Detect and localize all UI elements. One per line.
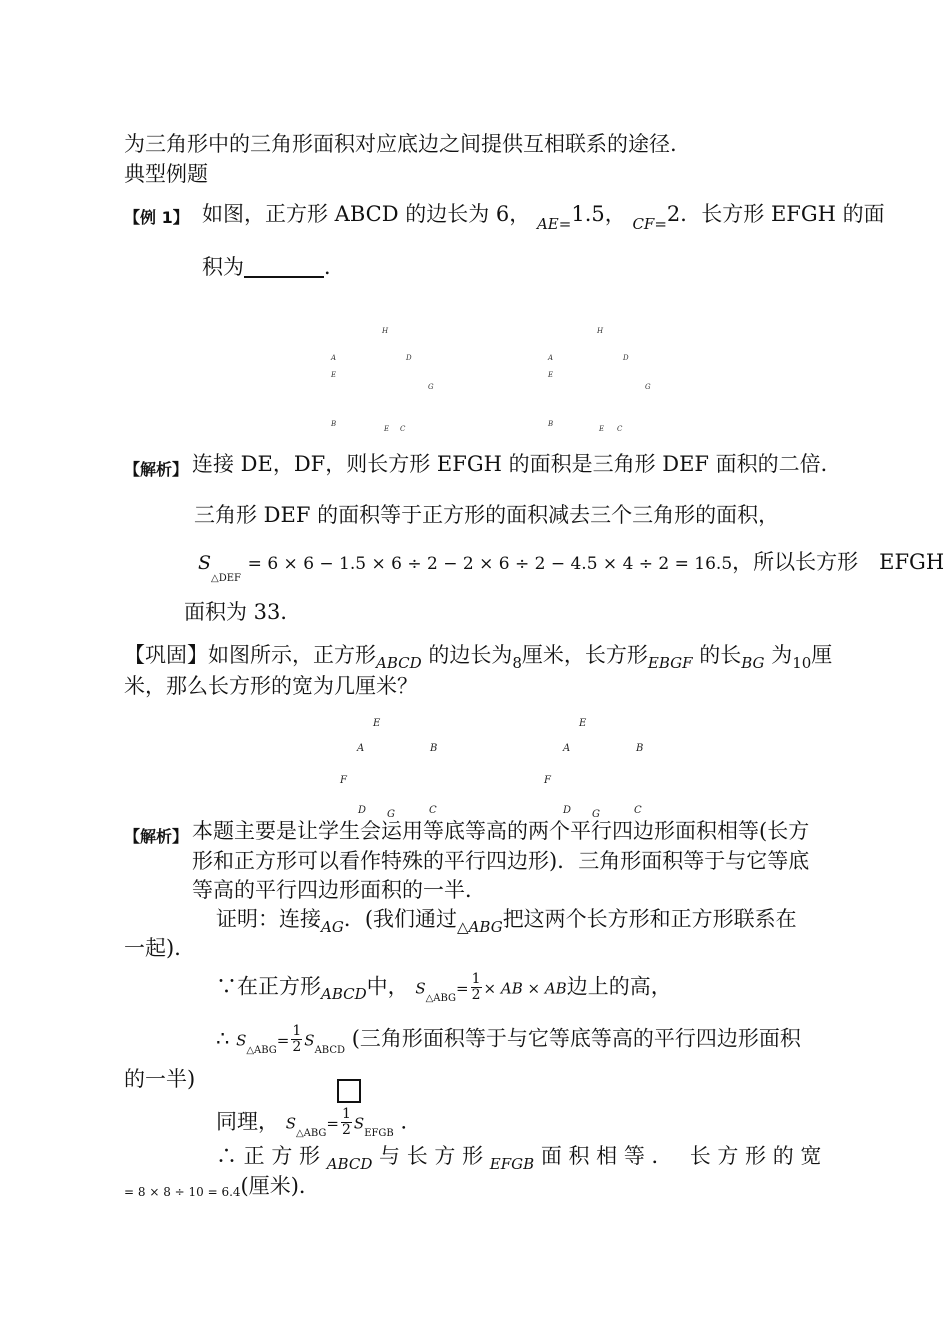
proof-line: 一起)． — [124, 936, 196, 960]
fig-label: E — [579, 718, 587, 729]
fig-label: D — [406, 354, 412, 362]
fig-label: H — [382, 327, 389, 335]
fig-label: B — [548, 420, 554, 428]
solution-line: 形和正方形可以看作特殊的平行四边形)．三角形面积等于与它等底 — [192, 849, 810, 873]
fraction-half: $\frac{1}{2}$ — [471, 971, 481, 1004]
fig-label: F — [544, 775, 551, 786]
solution-tag: 【解析】 — [124, 460, 189, 479]
final-answer: = 8 × 8 ÷ 10 = 6.4(厘米)． — [124, 1174, 320, 1199]
fig-label: B — [331, 420, 337, 428]
fig-label: A — [563, 743, 571, 754]
fig-label: G — [592, 809, 600, 820]
fig-label: C — [429, 805, 437, 816]
example-tag: 【例 1】 — [124, 208, 189, 227]
proof-line: 证明：连接$_{AG}$．(我们通过$_{\triangle ABG}$把这两个长方形和正方形联系在 — [216, 907, 797, 936]
fig-label: A — [331, 354, 337, 362]
fig-label: E — [384, 425, 390, 433]
fig-label: F — [340, 775, 347, 786]
consolidate-problem: 【巩固】如图所示，正方形$_{ABCD}$ 的边长为$_8$厘米，长方形$_{EBGF}$ 的长$_{BG}$ 为$_{10}$厘 — [124, 643, 833, 672]
fig-label: C — [400, 425, 406, 433]
fig-label: A — [548, 354, 554, 362]
proof-line: 的一半) — [124, 1067, 196, 1091]
fig-label: A — [357, 743, 365, 754]
fig-label: G — [428, 383, 434, 391]
solution-tag: 【解析】 — [124, 827, 189, 846]
fig-label: B — [636, 743, 644, 754]
solution-line: 三角形 DEF 的面积等于正方形的面积减去三个三角形的面积， — [194, 503, 780, 527]
fig-label: H — [597, 327, 604, 335]
fig-label: D — [563, 805, 572, 816]
fig-label: C — [634, 805, 642, 816]
fig-label: C — [617, 425, 623, 433]
fig-label: G — [387, 809, 395, 820]
conclusion-line: ∴ 正 方 形 $_{ABCD}$ 与 长 方 形 $_{EFGB}$ 面 积 相 等 ． 长 方 形 的 宽 — [216, 1144, 822, 1173]
fig-label: B — [430, 743, 438, 754]
example-text-cont: 积为 ． — [202, 255, 345, 279]
fig-label: E — [373, 718, 381, 729]
fig-label: D — [358, 805, 367, 816]
intro-line: 为三角形中的三角形面积对应底边之间提供互相联系的途径. — [124, 132, 677, 156]
fig-label: D — [623, 354, 629, 362]
fig-label: E — [599, 425, 605, 433]
solution-line: 等高的平行四边形面积的一半． — [192, 878, 486, 902]
section-heading: 典型例题 — [124, 162, 208, 186]
fraction-half: $\frac{1}{2}$ — [292, 1023, 302, 1056]
answer-blank[interactable] — [244, 256, 324, 278]
proof-step: 同理， $S_{\triangle ABG}=$ $\frac{1}{2}$ $S_{EFGB}$ ． — [216, 1106, 422, 1140]
solution-formula: $S_{\triangle DEF} = 6 \times 6 - 1.5 \times 6 \div 2 - 2 \times 6 \div 2 - 4.5 \times 4 \div 2 = 16.5$，所以长方形 EFGH — [198, 550, 945, 584]
placeholder-box — [337, 1079, 361, 1103]
solution-line: 面积为 33． — [184, 600, 302, 624]
consolidate-problem-cont: 米，那么长方形的宽为几厘米？ — [124, 674, 418, 698]
fraction-half: $\frac{1}{2}$ — [341, 1106, 351, 1139]
fig-label: E — [548, 371, 554, 379]
example-text: 如图，正方形 ABCD 的边长为 6， $_{AE=}$1.5， $_{CF=}$2．长方形 EFGH 的面 — [202, 202, 885, 233]
proof-step: ∵在正方形$_{ABCD}$中， $S_{\triangle ABG}=$ $\frac{1}{2}$ × AB × AB边上的高， — [216, 971, 672, 1005]
solution-line: 本题主要是让学生会运用等底等高的两个平行四边形面积相等(长方 — [192, 819, 810, 843]
solution-line: 连接 DE，DF，则长方形 EFGH 的面积是三角形 DEF 面积的二倍． — [192, 452, 842, 476]
proof-step: ∴ $S_{\triangle ABG}=$ $\frac{1}{2}$ $S_{ABCD}$ (三角形面积等于与它等底等高的平行四边形面积 — [216, 1023, 801, 1057]
fig-label: E — [331, 371, 337, 379]
fig-label: G — [645, 383, 651, 391]
